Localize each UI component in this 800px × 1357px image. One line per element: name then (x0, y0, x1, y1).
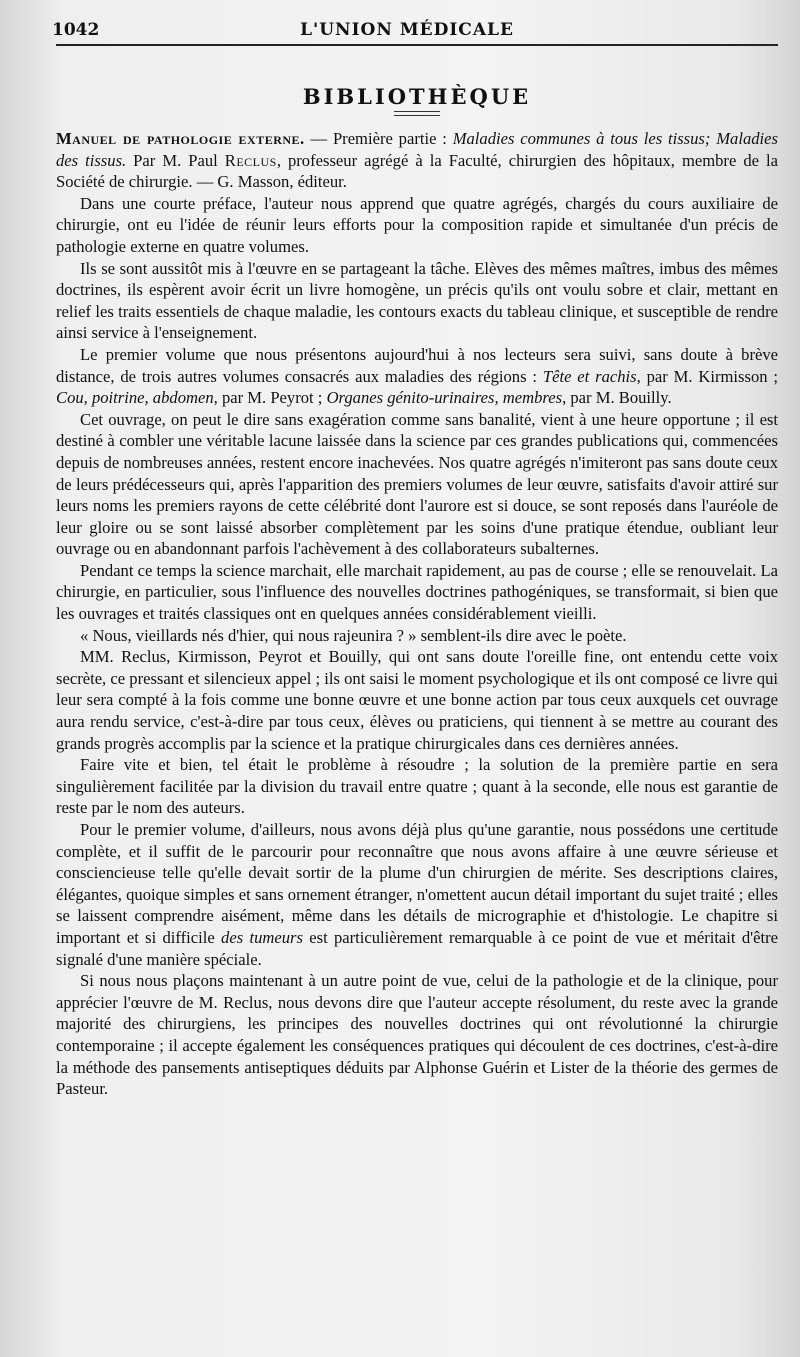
paragraph-problem: Faire vite et bien, tel était le problème à résoudre ; la solution de la première partie en sera singulièrement facilitée par la division du travail entre quatre ; quant à la seconde, elle nous est garantie de reste par le nom des auteurs. (56, 755, 778, 818)
paragraph-appeal: MM. Reclus, Kirmisson, Peyrot et Bouilly, qui ont sans doute l'oreille fine, ont entendu cette voix secrète, ce pressant et silencieux appel ; ils ont saisi le moment psychologique et ils ont composé ce livre qui leur sera compté à la fois comme une bonne œuvre et une bonne action par tous ceux auxquels cet ouvrage aura rendu service, c'est-à-dire par tous ceux, élèves ou praticiens, qui tiennent à se mettre au courant des grands progrès accomplis par la science et la pratique chirurgicales dans ces dernières années. (56, 647, 778, 753)
book-reference (56, 128, 778, 193)
first-volume-text: Pour le premier volume, d'ailleurs, nous avons déjà plus qu'une garantie, nous possédons une certitude complète, et il suffit de le parcourir pour reconnaître que nous avons affaire à une œuvre sérieuse et consciencieuse telle qu'elle devait sortir de la plume d'un chirurgien de mérite. Ses descriptions claires, élégantes, quoique simples et sans ornement étranger, n'omettent aucun détail important du sujet traité ; elles se laissent comprendre aisément, même dans les détails de micrographie et d'histologie. Le chapitre si important et si difficile (56, 820, 778, 947)
author-intro: Par M. Paul (126, 150, 225, 170)
volumes-text-4: , par M. Bouilly. (562, 388, 672, 408)
journal-title: L'UNION MÉDICALE (300, 20, 514, 40)
paragraph-authors: Ils se sont aussitôt mis à l'œuvre en se partageant la tâche. Elèves des mêmes maîtres, imbus des mêmes doctrines, ils espèrent avoir écrit un livre homogène, un précis qu'ils ont voulu sobre et clair, mettant en relief les traits essentiels de chaque maladie, les contours exacts du tableau clinique, et susceptible de rendre ainsi service à l'enseignement. (56, 258, 778, 343)
paragraph-volumes (56, 344, 778, 409)
section-title: BIBLIOTHÈQUE (302, 84, 532, 109)
first-volume-text-2: est particulièrement remarquable à ce point de vue et méritait d'être signalé d'une manière spéciale. (56, 927, 778, 969)
author-name: Reclus (224, 150, 277, 170)
book-part: — Première partie : (304, 129, 453, 148)
author-details: , professeur agrégé à la Faculté, chirurgien des hôpitaux, membre de la Société de chirurgie. — G. Masson, éditeur. (56, 150, 778, 192)
volumes-text-3: , par M. Peyrot ; (213, 388, 327, 408)
volumes-text-2: , par M. Kirmisson ; (636, 366, 778, 386)
tumeurs-term: des tumeurs (221, 927, 303, 947)
volume-title-neck: Cou, poitrine, abdomen (56, 388, 214, 408)
paragraph-preface: Dans une courte préface, l'auteur nous apprend que quatre agrégés, chargés du cours auxiliaire de chirurgie, ont eu l'idée de réunir leurs efforts pour la composition rapide et simultanée d'un précis de pathologie externe en quatre volumes. (56, 193, 778, 256)
paragraph-science: Pendant ce temps la science marchait, elle marchait rapidement, au pas de course ; elle se renouvelait. La chirurgie, en particulier, sous l'influence des nouvelles doctrines pathogéniques, se transformait, si bien que les ouvrages et traités classiques ont en quelques années considérablement vieilli. (56, 560, 778, 624)
paragraph-clinic: Si nous nous plaçons maintenant à un autre point de vue, celui de la pathologie et de la clinique, pour apprécier l'œuvre de M. Reclus, nous devons dire que l'auteur accepte résolument, du reste avec la grande majorité des chirurgiens, les principes des nouvelles doctrines qui ont révolutionné la chirurgie contemporaine ; il accepte également les conséquences pratiques qui découlent de ces doctrines, c'est-à-dire la méthode des pansements antiseptiques déduits par Alphonse Guérin et Lister de la théorie des germes de Pasteur. (56, 971, 778, 1099)
book-title: Manuel de pathologie externe. (56, 129, 305, 148)
paragraph-quote: « Nous, vieillards nés d'hier, qui nous rajeunira ? » semblent-ils dire avec le poète. (80, 625, 627, 645)
paragraph-first-volume (56, 819, 778, 970)
paragraph-opportune: Cet ouvrage, on peut le dire sans exagération comme sans banalité, vient à une heure opportune ; il est destiné à combler une véritable lacune laissée dans la science par ces grandes publications qui, commencées depuis de nombreuses années, restent encore inachevées. Nos quatre agrégés n'imiteront pas sans doute ceux de leurs prédécesseurs qui, après l'apparition des premiers volumes de leur œuvre, satisfaits d'avoir attiré sur leurs noms les premiers rayons de cette célébrité dont l'aurore est si douce, se sont reposés dans l'auréole de leur gloire ou se sont laissé absorber complètement par les soins d'une pratique étendue, oubliant leur ouvrage ou en abandonnant parfois l'achèvement à des collaborateurs subalternes. (56, 409, 778, 559)
volumes-text: Le premier volume que nous présentons aujourd'hui à nos lecteurs sera suivi, sans doute à brève distance, de trois autres volumes consacrés aux maladies des régions : (56, 344, 778, 386)
title-ornament (394, 111, 440, 116)
volume-title-head: Tête et rachis (542, 366, 637, 386)
book-subtitle: Maladies communes à tous les tissus; Maladies des tissus. (56, 129, 778, 170)
volume-title-organs: Organes génito-urinaires, membres (326, 388, 563, 408)
page-number: 1042 (52, 20, 100, 40)
article-body (56, 128, 778, 1100)
running-head (52, 18, 778, 46)
